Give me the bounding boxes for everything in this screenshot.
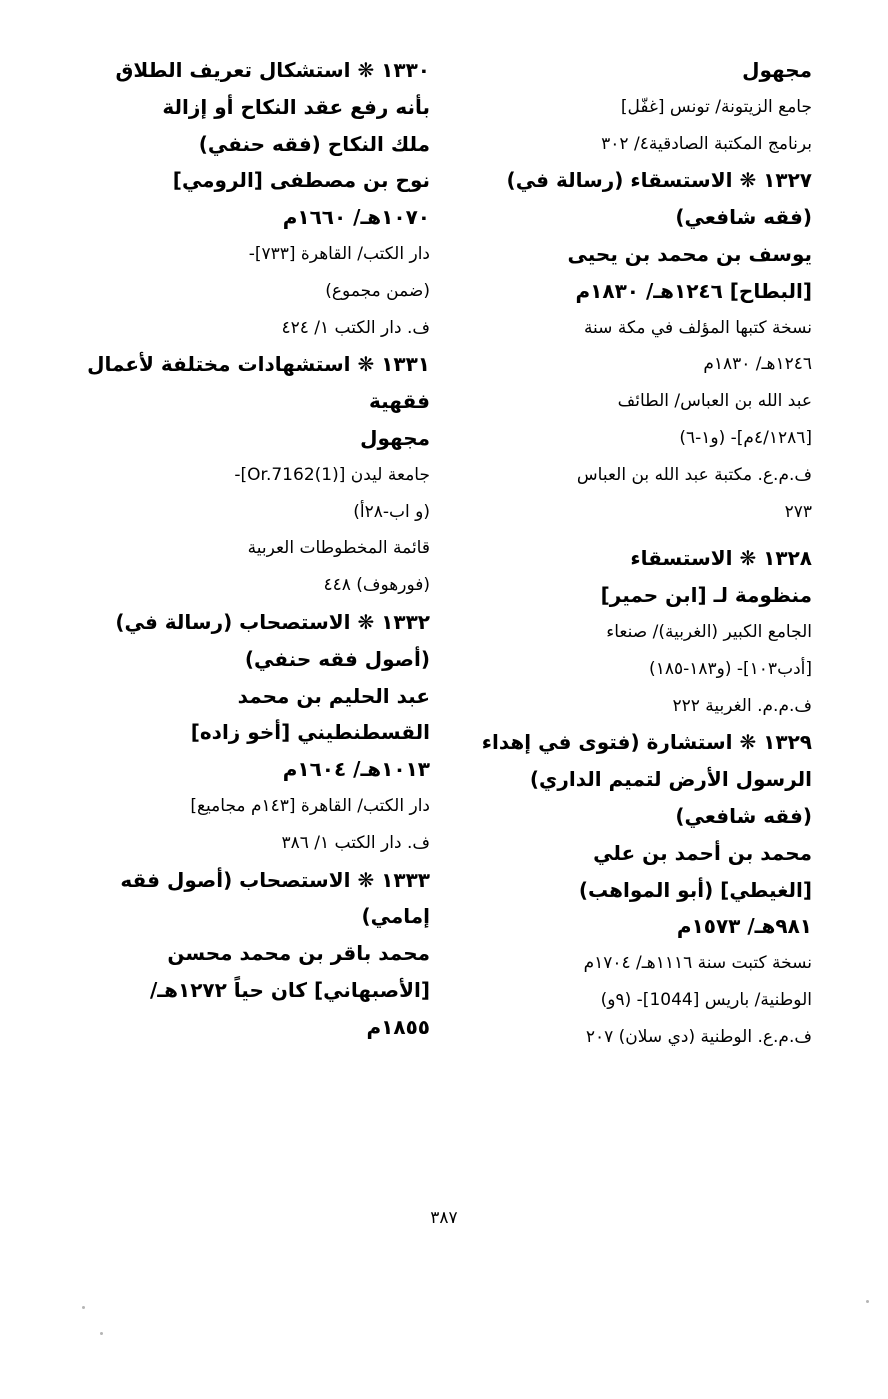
right-column-plain-line: نسخة كتبت سنة ١١١٦هـ/ ١٧٠٤م: [583, 953, 812, 974]
right-column-title-line: ١٣٢٧ ❋ الاستسقاء (رسالة في): [506, 168, 812, 193]
right-column-author-line: محمد بن أحمد بن علي: [593, 840, 812, 865]
left-column-plain-line: ف. دار الكتب ١/ ٣٨٦: [281, 832, 430, 853]
left-column-author-line: ١٠٧٠هـ/ ١٦٦٠م: [282, 205, 430, 230]
right-column-title-line: (فقه شافعي): [675, 803, 812, 828]
right-column-plain-line: الوطنية/ باريس [1044]- (٩و): [600, 989, 812, 1010]
left-column-title-line: إمامي): [361, 904, 430, 929]
left-column-title-line: (أصول فقه حنفي): [244, 646, 430, 671]
right-column-plain-line: برنامج المكتبة الصادقية٤/ ٣٠٢: [601, 133, 812, 154]
left-column-title-line: فقهية: [369, 389, 430, 414]
left-column-plain-line: (ضمن مجموع): [325, 280, 430, 301]
right-column-title-line: (فقه شافعي): [675, 205, 812, 230]
right-column-author-line: يوسف بن محمد بن يحيى: [567, 241, 812, 266]
left-column-plain-line: جامعة ليدن [Or.7162(1)]-: [234, 464, 430, 485]
left-column-author-line: ١٨٥٥م: [366, 1014, 430, 1039]
right-column-title-line: ١٣٢٩ ❋ استشارة (فتوى في إهداء: [481, 730, 812, 755]
left-column-title-line: ١٣٣٢ ❋ الاستصحاب (رسالة في): [115, 609, 430, 634]
left-column-plain-line: ف. دار الكتب ١/ ٤٢٤: [281, 317, 430, 338]
left-column-plain-line: (و اب-٢٨أ): [353, 501, 430, 522]
left-column-author-line: عبد الحليم بن محمد: [237, 683, 430, 708]
right-column-title-line: ١٣٢٨ ❋ الاستسقاء: [630, 546, 812, 571]
right-column-author-line: [الغيطي] (أبو المواهب): [578, 877, 812, 902]
right-column-plain-line: [أدب١٠٣]- (و١٨٣-١٨٥): [649, 658, 812, 679]
left-column-author-line: ١٠١٣هـ/ ١٦٠٤م: [282, 757, 430, 782]
left-column-title-line: ملك النكاح (فقه حنفي): [198, 131, 430, 156]
right-column-plain-line: ف.م.ع. الوطنية (دي سلان) ٢٠٧: [585, 1026, 812, 1047]
right-column-title-line: الرسول الأرض لتميم الداري): [529, 767, 812, 792]
right-column-plain-line: ١٢٤٦هـ/ ١٨٣٠م: [703, 354, 812, 375]
scan-speck: [100, 1332, 103, 1335]
right-column-plain-line: الجامع الكبير (الغربية)/ صنعاء: [606, 621, 812, 642]
left-column-title-line: ١٣٣٠ ❋ استشكال تعريف الطلاق: [115, 58, 430, 82]
scan-speck: [866, 1300, 869, 1303]
left-column-author-line: مجهول: [360, 425, 430, 450]
right-column-author-line: [البطاح] ١٢٤٦هـ/ ١٨٣٠م: [575, 278, 812, 303]
right-column-plain-line: ٢٧٣: [784, 501, 812, 522]
left-column-author-line: القسطنطيني [أخو زاده]: [190, 720, 430, 745]
page-number: ٣٨٧: [430, 1208, 458, 1228]
right-column-plain-line: عبد الله بن العباس/ الطائف: [617, 391, 812, 412]
right-column-author-line: مجهول: [742, 58, 812, 82]
right-column-plain-line: [٤/١٢٨٦م]- (و١-٦): [679, 427, 812, 448]
right-column-plain-line: نسخة كتبها المؤلف في مكة سنة: [583, 317, 812, 338]
left-column: [60, 52, 430, 1046]
left-column-title-line: ١٣٣١ ❋ استشهادات مختلفة لأعمال: [87, 352, 430, 377]
right-column: [452, 52, 812, 1056]
right-column-plain-line: جامع الزيتونة/ تونس [غفّل]: [620, 96, 812, 117]
right-column-author-line: ٩٨١هـ/ ١٥٧٣م: [676, 914, 812, 939]
right-column-plain-line: ف.م.ع. مكتبة عبد الله بن العباس: [576, 464, 812, 485]
left-column-author-line: [الأصبهاني] كان حياً ١٢٧٢هـ/: [149, 977, 430, 1002]
left-column-plain-line: قائمة المخطوطات العربية: [247, 538, 430, 559]
scan-speck: [82, 1306, 85, 1309]
right-column-author-line: منظومة لـ [ابن حمير]: [600, 583, 812, 608]
left-column-title-line: ١٣٣٣ ❋ الاستصحاب (أصول فقه: [120, 867, 430, 892]
left-column-author-line: محمد باقر بن محمد محسن: [167, 941, 430, 966]
left-column-author-line: نوح بن مصطفى [الرومي]: [172, 168, 430, 193]
left-column-plain-line: دار الكتب/ القاهرة [٧٣٣]-: [248, 243, 430, 264]
left-column-plain-line: (فورهوف) ٤٤٨: [323, 575, 430, 596]
left-column-title-line: بأنه رفع عقد النكاح أو إزالة: [162, 94, 430, 119]
right-column-plain-line: ف.م.م. الغربية ٢٢٢: [672, 695, 812, 716]
left-column-plain-line: دار الكتب/ القاهرة [١٤٣م مجاميع]: [190, 795, 430, 816]
spacer: [452, 530, 812, 540]
